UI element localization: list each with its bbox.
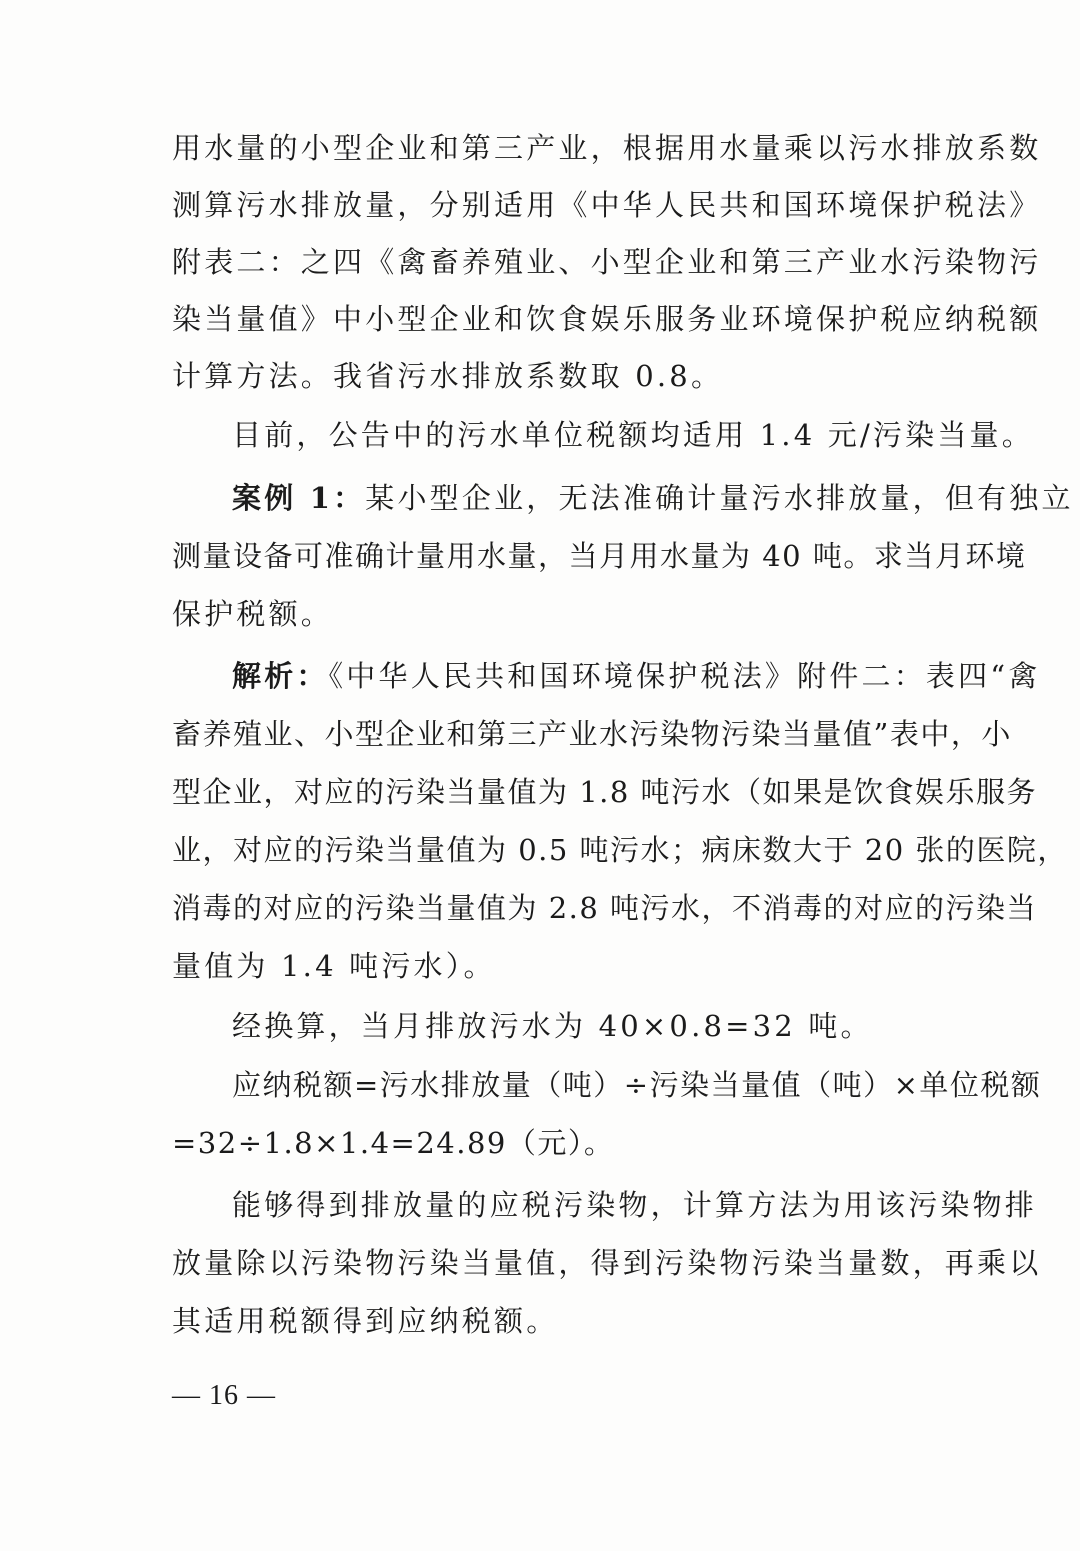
body-line: 目前，公告中的污水单位税额均适用 1.4 元/污染当量。: [232, 418, 1034, 452]
body-line: 放量除以污染物污染当量值，得到污染物污染当量数，再乘以: [172, 1246, 1042, 1280]
body-line: 型企业，对应的污染当量值为 1.8 吨污水（如果是饮食娱乐服务: [172, 775, 1038, 809]
body-line: 其适用税额得到应纳税额。: [172, 1304, 559, 1338]
analysis-label: 解析：: [232, 659, 329, 693]
page-number: — 16 —: [172, 1380, 276, 1411]
body-line: 保护税额。: [172, 597, 334, 631]
body-line: 消毒的对应的污染当量值为 2.8 吨污水，不消毒的对应的污染当: [172, 891, 1038, 925]
body-line: 能够得到排放量的应税污染物，计算方法为用该污染物排: [232, 1188, 1038, 1222]
case-paragraph-first-line: [232, 478, 1074, 518]
body-line: 测算污水排放量，分别适用《中华人民共和国环境保护税法》: [172, 188, 1042, 222]
body-line: 经换算，当月排放污水为 40×0.8=32 吨。: [232, 1009, 873, 1043]
body-line: 应纳税额=污水排放量（吨）÷污染当量值（吨）×单位税额: [232, 1068, 1042, 1102]
analysis-paragraph-first-line: [232, 656, 1041, 696]
body-line: =32÷1.8×1.4=24.89（元）。: [172, 1126, 615, 1160]
body-line: 用水量的小型企业和第三产业，根据用水量乘以污水排放系数: [172, 131, 1042, 165]
body-line: 畜养殖业、小型企业和第三产业水污染物污染当量值”表中，小: [172, 717, 1012, 751]
body-line: 附表二：之四《禽畜养殖业、小型企业和第三产业水污染物污: [172, 245, 1042, 279]
case-text: 某小型企业，无法准确计量污水排放量，但有独立: [365, 481, 1074, 515]
case-label: 案例 1：: [232, 481, 366, 515]
body-line: 计算方法。我省污水排放系数取 0.8。: [172, 359, 724, 393]
body-line: 业，对应的污染当量值为 0.5 吨污水；病床数大于 20 张的医院，: [172, 833, 1068, 867]
body-line: 测量设备可准确计量用水量，当月用水量为 40 吨。求当月环境: [172, 539, 1027, 573]
body-line: 染当量值》中小型企业和饮食娱乐服务业环境保护税应纳税额: [172, 302, 1042, 336]
body-line: 量值为 1.4 吨污水）。: [172, 949, 496, 983]
analysis-text: 《中华人民共和国环境保护税法》附件二：表四“禽: [328, 659, 1041, 693]
